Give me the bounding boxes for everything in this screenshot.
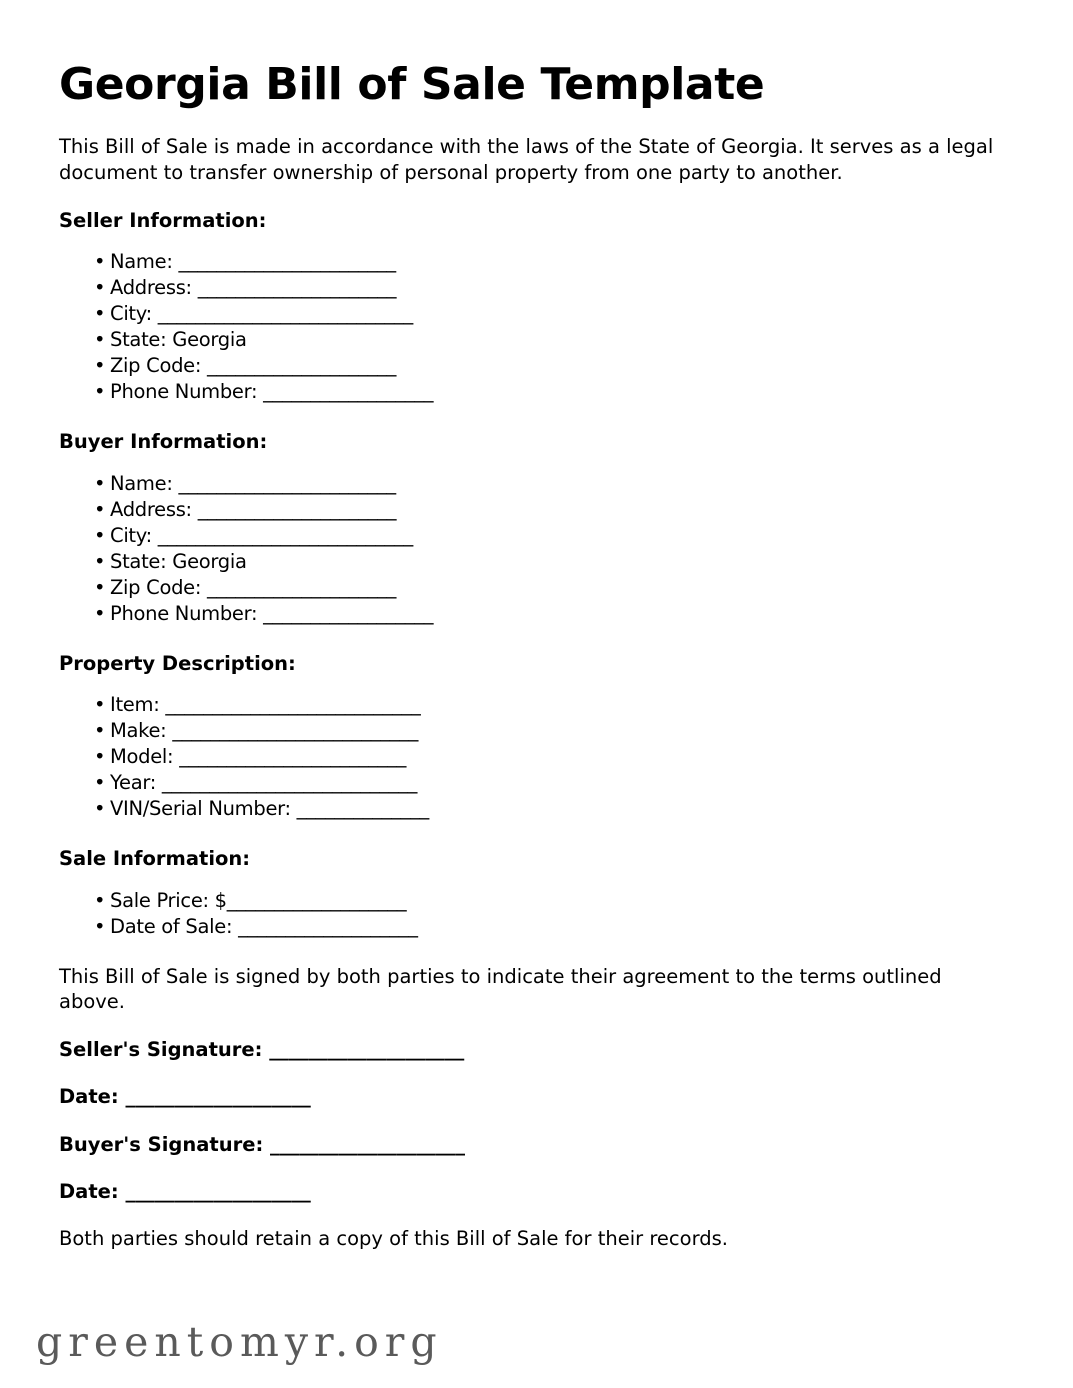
seller-signature-line: Seller's Signature: ____________________ xyxy=(59,1038,465,1062)
buyer-field-address: Address: _____________________ xyxy=(110,497,397,521)
property-field-vin-serial-number: VIN/Serial Number: ______________ xyxy=(110,797,429,821)
sale-information-heading: Sale Information: xyxy=(59,847,251,871)
site-watermark: greentomyr.org xyxy=(36,1318,443,1366)
list-item xyxy=(59,601,1005,627)
list-item xyxy=(59,770,1005,796)
list-item xyxy=(59,549,1005,575)
closing-paragraph: Both parties should retain a copy of this Bill of Sale for their records. xyxy=(59,1227,728,1251)
seller-field-state: State: Georgia xyxy=(110,328,247,352)
seller-field-city: City: ___________________________ xyxy=(110,302,413,326)
list-item xyxy=(59,914,1005,940)
property-field-model: Model: ________________________ xyxy=(110,745,407,769)
property-field-make: Make: __________________________ xyxy=(110,719,419,743)
list-item xyxy=(59,353,1005,379)
list-item xyxy=(59,249,1005,275)
list-item xyxy=(59,575,1005,601)
buyer-field-zip-code: Zip Code: ____________________ xyxy=(110,575,397,599)
buyer-date-line: Date: ___________________ xyxy=(59,1180,311,1204)
seller-field-phone-number: Phone Number: __________________ xyxy=(110,380,434,404)
property-field-year: Year: ___________________________ xyxy=(110,771,418,795)
sale-field-date-of-sale: Date of Sale: ___________________ xyxy=(110,914,418,938)
buyer-field-city: City: ___________________________ xyxy=(110,523,413,547)
list-item xyxy=(59,744,1005,770)
buyer-field-state: State: Georgia xyxy=(110,549,247,573)
seller-information-heading: Seller Information: xyxy=(59,208,267,232)
property-field-item: Item: ___________________________ xyxy=(110,693,421,717)
signed-paragraph: This Bill of Sale is signed by both parties to indicate their agreement to the terms outlined above. xyxy=(59,964,942,1014)
sale-field-sale-price: Sale Price: $___________________ xyxy=(110,888,407,912)
buyer-information-list xyxy=(59,471,1005,627)
list-item xyxy=(59,796,1005,822)
seller-field-zip-code: Zip Code: ____________________ xyxy=(110,354,397,378)
list-item xyxy=(59,888,1005,914)
seller-field-name: Name: _______________________ xyxy=(110,250,396,273)
list-item xyxy=(59,301,1005,327)
buyer-field-phone-number: Phone Number: __________________ xyxy=(110,601,434,625)
page-title: Georgia Bill of Sale Template xyxy=(59,59,765,110)
list-item xyxy=(59,379,1005,405)
list-item xyxy=(59,327,1005,353)
buyer-information-heading: Buyer Information: xyxy=(59,430,268,454)
list-item xyxy=(59,497,1005,523)
buyer-signature-line: Buyer's Signature: ____________________ xyxy=(59,1132,466,1156)
list-item xyxy=(59,275,1005,301)
intro-paragraph: This Bill of Sale is made in accordance with the laws of the State of Georgia. It serves as a legal document to transfer ownership of personal property from one party to another. xyxy=(59,135,994,184)
seller-field-address: Address: _____________________ xyxy=(110,276,397,300)
property-description-heading: Property Description: xyxy=(59,651,296,675)
property-description-list xyxy=(59,692,1005,822)
list-item xyxy=(59,523,1005,549)
seller-date-line: Date: ___________________ xyxy=(59,1085,311,1109)
seller-information-list xyxy=(59,249,1005,405)
sale-information-list xyxy=(59,888,1005,940)
list-item xyxy=(59,692,1005,718)
buyer-field-name: Name: _______________________ xyxy=(110,471,396,495)
list-item xyxy=(59,718,1005,744)
list-item xyxy=(59,471,1005,497)
